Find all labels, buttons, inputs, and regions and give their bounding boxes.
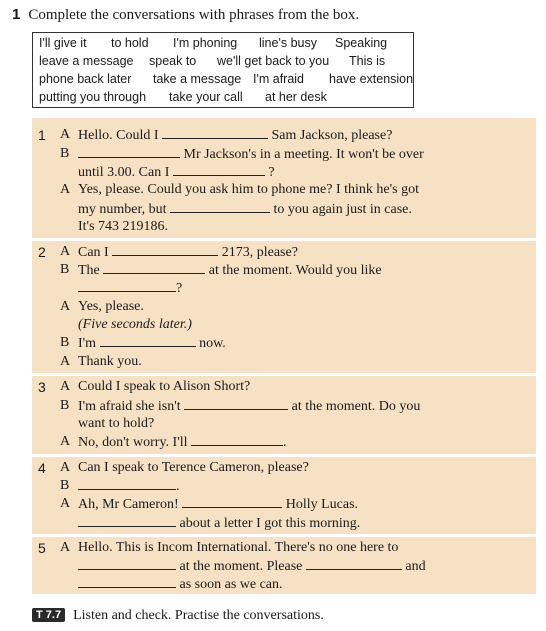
- exercise-number: 1: [12, 6, 21, 23]
- dialogue-text: Sam Jackson, please?: [271, 128, 393, 143]
- dialogue-text: Hello. Could I: [78, 128, 159, 143]
- phrase: leave a message: [39, 54, 134, 68]
- dialogue-line: [78, 126, 392, 145]
- answer-blank[interactable]: [78, 477, 176, 490]
- dialogue-text: Yes, please. Could you ask him to phone me? I think he's got: [78, 182, 419, 197]
- dialogue-text: my number, but: [78, 202, 167, 217]
- answer-blank[interactable]: [184, 397, 288, 410]
- phrase: take your call: [169, 90, 243, 104]
- speaker-label: A: [60, 496, 71, 511]
- dialogue-text: Can I: [78, 245, 109, 260]
- speaker-label: A: [60, 127, 71, 142]
- phrase: at her desk: [265, 90, 327, 104]
- dialogue-text: Ah, Mr Cameron!: [78, 497, 179, 512]
- dialogue-line: [78, 557, 426, 576]
- footer-instruction: [32, 608, 324, 624]
- phrase: to hold: [111, 36, 149, 50]
- phrase: take a message: [153, 72, 242, 86]
- phrase: putting you through: [39, 90, 147, 104]
- dialogue-line: [78, 433, 287, 452]
- exercise-instruction: Complete the conversations with phrases from the box.: [28, 7, 360, 23]
- answer-blank[interactable]: [78, 557, 176, 570]
- conversation-number: 4: [38, 460, 46, 476]
- divider: [32, 534, 536, 537]
- conversation-number: 1: [38, 127, 46, 143]
- answer-blank[interactable]: [112, 243, 218, 256]
- stage-direction: (Five seconds later.): [78, 317, 192, 332]
- speaker-label: A: [60, 379, 71, 394]
- dialogue-text: and: [405, 559, 426, 574]
- dialogue-line: [78, 145, 424, 164]
- speaker-label: A: [60, 434, 71, 449]
- dialogue-text: The: [78, 263, 100, 278]
- speaker-label: A: [60, 354, 71, 369]
- answer-blank[interactable]: [78, 514, 176, 527]
- dialogue-line: [78, 279, 182, 298]
- dialogue-text: No, don't worry. I'll: [78, 435, 188, 450]
- dialogue-text: now.: [199, 336, 226, 351]
- phrase: I'll give it: [39, 36, 87, 50]
- dialogue-text: Thank you.: [78, 354, 142, 369]
- dialogue-line: [78, 334, 226, 353]
- phrase: we'll get back to you: [217, 54, 330, 68]
- dialogue-text: It's 743 219186.: [78, 219, 169, 234]
- phrase: phone back later: [39, 72, 132, 86]
- dialogue-text: Holly Lucas.: [285, 497, 359, 512]
- answer-blank[interactable]: [78, 575, 176, 588]
- exercise-header: [12, 6, 359, 24]
- speaker-label: B: [60, 335, 70, 350]
- dialogue-text: want to hold?: [78, 416, 155, 431]
- speaker-label: B: [60, 262, 70, 277]
- answer-blank[interactable]: [182, 495, 282, 508]
- dialogue-line: [78, 397, 420, 416]
- dialogue-line: [78, 200, 412, 219]
- dialogue-text: until 3.00. Can I: [78, 165, 170, 180]
- speaker-label: B: [60, 478, 70, 493]
- divider: [32, 238, 536, 241]
- dialogue-text: Could I speak to Alison Short?: [78, 379, 251, 394]
- answer-blank[interactable]: [170, 200, 270, 213]
- speaker-label: A: [60, 299, 71, 314]
- answer-blank[interactable]: [100, 334, 196, 347]
- conversation-number: 2: [38, 244, 46, 260]
- dialogue-line: [78, 163, 275, 182]
- dialogue-text: ?: [176, 281, 183, 296]
- track-badge: T 7.7: [32, 608, 65, 622]
- dialogue-text: as soon as we can.: [179, 577, 283, 592]
- dialogue-line: [78, 495, 358, 514]
- dialogue-text: to you again just in case.: [273, 202, 412, 217]
- speaker-label: A: [60, 182, 71, 197]
- dialogue-line: [78, 477, 180, 496]
- speaker-label: A: [60, 540, 71, 555]
- phrase: have extension: [329, 72, 414, 86]
- answer-blank[interactable]: [306, 557, 402, 570]
- dialogue-line: [78, 514, 360, 533]
- phrase-box: [32, 32, 414, 108]
- phrase: I'm phoning: [173, 36, 238, 50]
- answer-blank[interactable]: [103, 261, 205, 274]
- answer-blank[interactable]: [162, 126, 268, 139]
- dialogue-line: [78, 575, 283, 594]
- speaker-label: A: [60, 244, 71, 259]
- dialogue-text: .: [283, 435, 287, 450]
- speaker-label: B: [60, 398, 70, 413]
- divider: [32, 454, 536, 457]
- phrase: Speaking: [335, 36, 388, 50]
- phrase: This is: [349, 54, 386, 68]
- dialogue-text: Mr Jackson's in a meeting. It won't be over: [183, 147, 424, 162]
- phrase: I'm afraid: [253, 72, 305, 86]
- dialogue-line: [78, 243, 298, 262]
- speaker-label: A: [60, 460, 71, 475]
- phrase: line's busy: [259, 36, 317, 50]
- dialogue-text: about a letter I got this morning.: [179, 516, 361, 531]
- dialogue-text: Yes, please.: [78, 299, 144, 314]
- answer-blank[interactable]: [191, 433, 283, 446]
- dialogue-text: ?: [268, 165, 275, 180]
- dialogue-text: at the moment. Would you like: [208, 263, 382, 278]
- dialogue-text: I'm afraid she isn't: [78, 399, 181, 414]
- dialogue-text: Hello. This is Incom International. There's no one here to: [78, 540, 399, 555]
- answer-blank[interactable]: [173, 163, 265, 176]
- dialogue-text: at the moment. Do you: [291, 399, 421, 414]
- dialogue-line: [78, 261, 382, 280]
- dialogue-text: .: [176, 479, 180, 494]
- conversation-number: 5: [38, 540, 46, 556]
- answer-blank[interactable]: [78, 145, 180, 158]
- dialogue-text: I'm: [78, 336, 97, 351]
- speaker-label: B: [60, 146, 70, 161]
- footer-text: Listen and check. Practise the conversations.: [73, 608, 324, 623]
- answer-blank[interactable]: [78, 279, 176, 292]
- dialogue-text: Can I speak to Terence Cameron, please?: [78, 460, 309, 475]
- dialogue-text: at the moment. Please: [179, 559, 303, 574]
- conversation-number: 3: [38, 379, 46, 395]
- phrase: speak to: [149, 54, 197, 68]
- dialogue-text: 2173, please?: [221, 245, 298, 260]
- divider: [32, 373, 536, 376]
